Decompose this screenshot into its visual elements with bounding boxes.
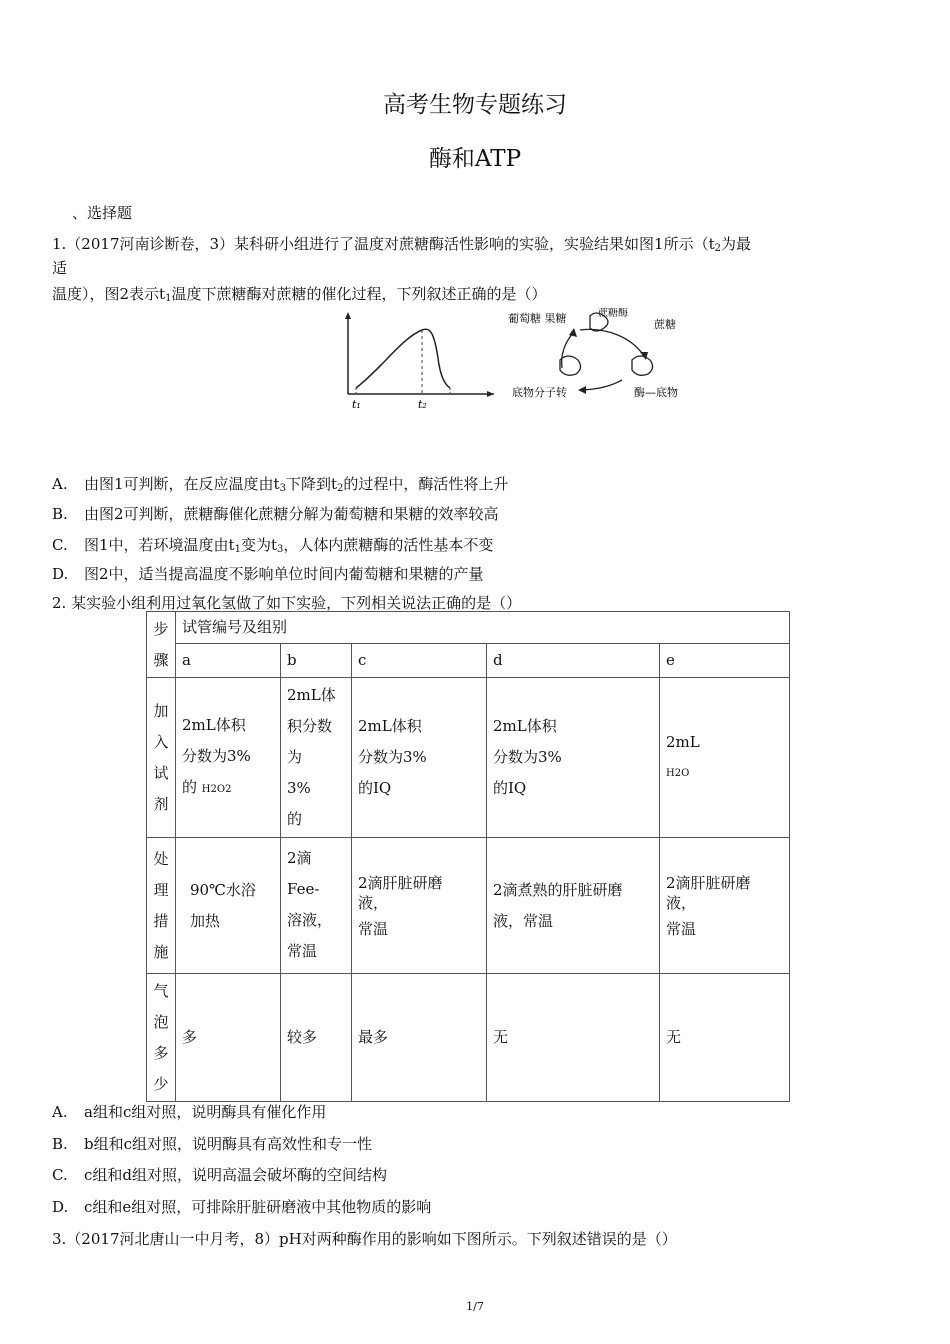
cell-bubble-e: 无 — [660, 974, 790, 1102]
cell-treat-d: 2滴煮熟的肝脏研磨 液，常温 — [487, 838, 660, 974]
cell-bubble-d: 无 — [487, 974, 660, 1102]
cell-reagent-b: 2mL体 积分数 为 3% 的 — [281, 678, 352, 838]
table-row-treatment — [147, 838, 790, 974]
cell-bubble-a: 多 — [176, 974, 281, 1102]
cell-reagent-a: 2mL体积 分数为3% 的 H2O2 — [176, 678, 281, 838]
experiment-table — [146, 611, 790, 1102]
enzyme-substrate-right — [632, 356, 653, 375]
table-row-reagent — [147, 678, 790, 838]
col-d-header: d — [487, 644, 660, 678]
row-label-reagent: 加入试剂 — [147, 678, 176, 838]
q1-figure — [322, 308, 694, 448]
cell-reagent-d: 2mL体积 分数为3% 的IQ — [487, 678, 660, 838]
q2-option-c[interactable]: C. c组和d组对照，说明高温会破坏酶的空间结构 — [52, 1166, 388, 1184]
cell-bubble-c: 最多 — [352, 974, 487, 1102]
cell-reagent-e: 2mL H2O — [660, 678, 790, 838]
products-label: 葡萄糖 果糖 — [508, 312, 567, 325]
t1-label: t₁ — [352, 398, 361, 411]
section-heading: 、选择题 — [72, 204, 133, 222]
col-a-header: a — [176, 644, 281, 678]
cell-treat-b: 2滴 Fee- 溶液， 常温 — [281, 838, 352, 974]
cell-treat-e: 2滴肝脏研磨 液， 常温 — [660, 838, 790, 974]
table-row-bubbles — [147, 974, 790, 1102]
col-c-header: c — [352, 644, 487, 678]
q1-option-c[interactable]: C. 图1中，若环境温度由$t_1$变为$t_3$，人体内蔗糖酶的活性基本不变 — [52, 536, 494, 555]
transform-label: 底物分子转 — [512, 386, 567, 399]
row-label-treatment: 处理措施 — [147, 838, 176, 974]
cell-bubble-b: 较多 — [281, 974, 352, 1102]
q3-stem: 3.（2017河北唐山一中月考，8）pH对两种酶作用的影响如下图所示。下列叙述错误的是（） — [52, 1230, 677, 1248]
q1-option-b[interactable]: B. 由图2可判断，蔗糖酶催化蔗糖分解为葡萄糖和果糖的效率较高 — [52, 505, 499, 523]
group-header: 试管编号及组别 — [176, 612, 790, 644]
col-b-header: b — [281, 644, 352, 678]
figure-2-cycle — [508, 308, 678, 399]
cell-treat-c: 2滴肝脏研磨 液， 常温 — [352, 838, 487, 974]
q1-stem-line1: 1.（2017河南诊断卷，3）某科研小组进行了温度对蔗糖酶活性影响的实验，实验结果如图1所示（$t_2$为最 — [52, 235, 751, 254]
q2-option-b[interactable]: B. b组和c组对照，说明酶具有高效性和专一性 — [52, 1135, 373, 1153]
q1-option-a[interactable]: A. 由图1可判断，在反应温度由$t_3$下降到$t_2$的过程中，酶活性将上升 — [52, 475, 509, 494]
page-title: 高考生物专题练习 — [383, 92, 567, 118]
col-e-header: e — [660, 644, 790, 678]
figure-1-graph — [322, 308, 694, 448]
cell-treat-a: 90℃水浴 加热 — [176, 838, 281, 974]
sucrose-label: 蔗糖 — [654, 318, 676, 331]
q2-option-d[interactable]: D. c组和e组对照，可排除肝脏研磨液中其他物质的影响 — [52, 1198, 432, 1216]
q1-stem-line2: 适 — [52, 259, 68, 277]
step-header: 步骤 — [147, 612, 176, 678]
page-subtitle: 酶和ATP — [428, 146, 522, 172]
q2-stem: 2. 某实验小组利用过氧化氢做了如下实验，下列相关说法正确的是（） — [52, 594, 522, 612]
q1-stem-line3: 温度），图2表示$t_1$温度下蔗糖酶对蔗糖的催化过程，下列叙述正确的是（） — [52, 285, 547, 304]
q2-option-a[interactable]: A. a组和c组对照，说明酶具有催化作用 — [52, 1103, 327, 1121]
q1-option-d[interactable]: D. 图2中，适当提高温度不影响单位时间内葡萄糖和果糖的产量 — [52, 565, 484, 583]
enzyme-label: 蔗糖酶 — [598, 308, 628, 319]
complex-label: 酶—底物 — [634, 386, 678, 399]
cell-reagent-c: 2mL体积 分数为3% 的IQ — [352, 678, 487, 838]
page-number: 1/7 — [466, 1300, 484, 1313]
enzyme-substrate-left — [560, 356, 581, 375]
row-label-bubbles: 气泡多少 — [147, 974, 176, 1102]
t2-label: t₂ — [418, 398, 427, 411]
